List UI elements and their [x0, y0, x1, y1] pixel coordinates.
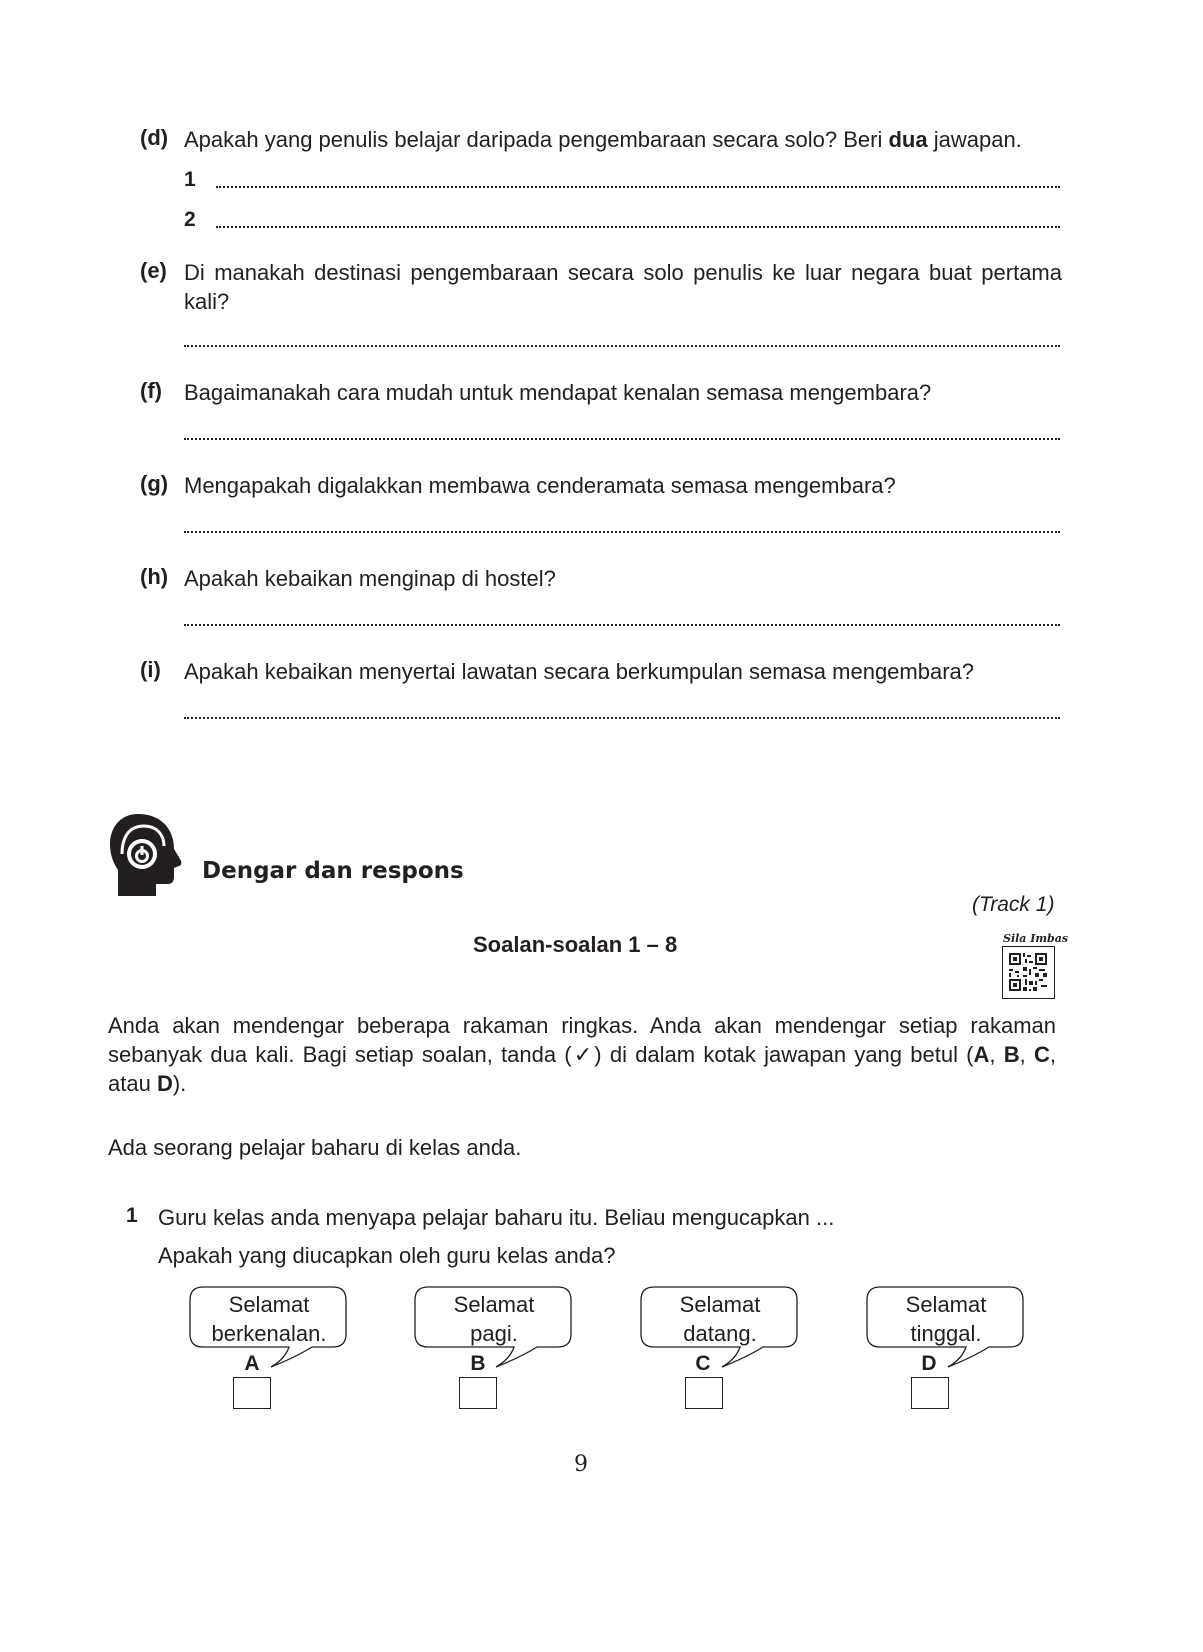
option-d-letter: D [921, 1352, 937, 1375]
option-b-letter: B [470, 1352, 486, 1375]
question-text-d-part1: Apakah yang penulis belajar daripada pengembaraan secara solo? Beri [184, 127, 889, 152]
question-label-i: (i) [140, 657, 161, 682]
instructions-option-b: B [1003, 1042, 1020, 1067]
question-text-h: Apakah kebaikan menginap di hostel? [184, 566, 556, 591]
question-label-e: (e) [140, 258, 167, 283]
answer-number-1: 1 [184, 168, 196, 191]
option-c-checkbox[interactable] [685, 1377, 723, 1409]
option-b-line2: pagi. [470, 1321, 518, 1346]
option-a-checkbox[interactable] [233, 1377, 271, 1409]
qr-code[interactable] [1002, 946, 1055, 999]
section-title: Dengar dan respons [202, 858, 464, 884]
question-text-d-bold: dua [888, 127, 928, 152]
instructions-separator: , [989, 1042, 1004, 1067]
track-label: (Track 1) [972, 893, 1055, 916]
question-label-g: (g) [140, 471, 169, 496]
option-d-checkbox[interactable] [911, 1377, 949, 1409]
question-text-d-part2: jawapan. [927, 127, 1022, 152]
question-text-i: Apakah kebaikan menyertai lawatan secara berkumpulan semasa mengembara? [184, 659, 975, 684]
qr-label: Sila Imbas [1003, 932, 1069, 945]
answer-line-f[interactable] [184, 438, 1060, 440]
question-1-line1: Guru kelas anda menyapa pelajar baharu itu. Beliau mengucapkan ... [158, 1205, 835, 1230]
option-d-text [866, 1290, 1026, 1348]
question-text-g: Mengapakah digalakkan membawa cenderamata semasa mengembara? [184, 473, 896, 498]
answer-line-d2[interactable] [216, 226, 1060, 228]
instructions-option-a: A [973, 1042, 990, 1067]
instructions-separator: , atau [108, 1042, 1056, 1096]
context-text: Ada seorang pelajar baharu di kelas anda. [108, 1135, 522, 1160]
instructions-paragraph [108, 1011, 1056, 1098]
option-a-line2: berkenalan. [211, 1321, 327, 1346]
answer-line-g[interactable] [184, 531, 1060, 533]
question-1-number: 1 [126, 1204, 138, 1227]
option-a-text [189, 1290, 349, 1348]
answer-line-i[interactable] [184, 717, 1060, 719]
option-d-line1: Selamat [905, 1292, 987, 1317]
option-a-line1: Selamat [228, 1292, 310, 1317]
question-text-f: Bagaimanakah cara mudah untuk mendapat kenalan semasa mengembara? [184, 380, 932, 405]
option-b-text [414, 1290, 574, 1348]
question-label-f: (f) [140, 378, 162, 403]
option-c-line1: Selamat [679, 1292, 761, 1317]
page-number: 9 [574, 1452, 588, 1477]
option-c-line2: datang. [683, 1321, 757, 1346]
qr-code-pattern [1003, 947, 1053, 997]
answer-number-2: 2 [184, 208, 196, 231]
instructions-text: Anda akan mendengar beberapa rakaman ringkas. Anda akan mendengar setiap rakaman sebanyak dua kali. Bagi setiap soalan, tanda (✓) di dalam kotak jawapan yang betul ( [108, 1013, 1056, 1067]
instructions-end: ). [172, 1071, 187, 1096]
question-label-d: (d) [140, 125, 169, 150]
headphones-head-icon [108, 812, 188, 898]
question-label-h: (h) [140, 564, 169, 589]
question-1-line2: Apakah yang diucapkan oleh guru kelas anda? [158, 1243, 616, 1268]
soalan-title: Soalan-soalan 1 – 8 [473, 932, 678, 957]
option-c-text [640, 1290, 800, 1348]
option-d-line2: tinggal. [910, 1321, 982, 1346]
question-text-e: Di manakah destinasi pengembaraan secara solo penulis ke luar negara buat pertama kali? [184, 260, 1062, 314]
option-b-line1: Selamat [453, 1292, 535, 1317]
instructions-option-d: D [156, 1071, 173, 1096]
answer-line-e[interactable] [184, 345, 1060, 347]
question-text-d [184, 125, 1064, 154]
option-c-letter: C [695, 1352, 711, 1375]
answer-line-h[interactable] [184, 624, 1060, 626]
answer-line-d1[interactable] [216, 186, 1060, 188]
instructions-option-c: C [1033, 1042, 1050, 1067]
instructions-separator: , [1019, 1042, 1034, 1067]
option-b-checkbox[interactable] [459, 1377, 497, 1409]
option-a-letter: A [244, 1352, 260, 1375]
